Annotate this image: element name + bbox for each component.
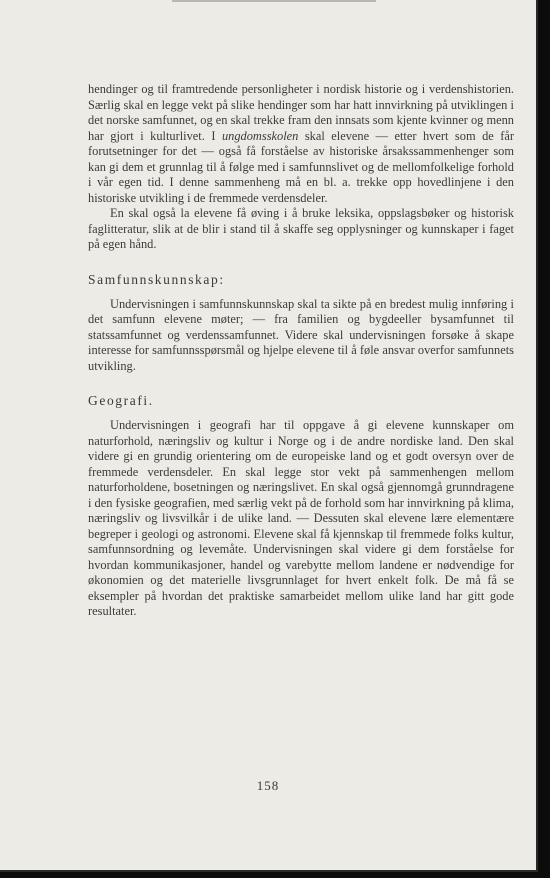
scan-edge-mark: [172, 0, 376, 2]
paragraph-reference-works: En skal også la elevene få øving i å bruke leksika, oppslagsbøker og historisk faglitteratur, slik at de blir i stand til å skaffe seg opplysninger og kunnskaper i faget på egen hånd.: [88, 206, 514, 251]
paragraph-text: skal elevene — etter hvert som de får forutsetninger for det — også få forståelse av historiske årsakssammenhenger som kan gi dem et grunnlag til å følge med i samfunnslivet og de mellomfolkelige forhold i vår egen tid. I denne sammenheng må en bl. a. trekke opp hovedlinjene i den historiske utvikling i de fremmede verdensdeler.: [88, 128, 514, 205]
body-text: [88, 82, 514, 620]
section-heading-geografi: Geografi.: [88, 393, 154, 408]
page-number: 158: [256, 778, 280, 793]
emphasized-term: ungdomsskolen: [221, 128, 299, 143]
paragraph-samfunnskunnskap: Undervisningen i samfunnskunnskap skal ta sikte på en bredest mulig innføring i det samfunn elevene møter; — fra familien og bygdeeller bysamfunnet til statssamfunnet og verdenssamfunnet. Videre skal undervisningen forsøke å skape interesse for samfunnsspørsmål og hjelpe elevene til å føle ansvar overfor samfunnets utvikling.: [88, 296, 514, 373]
paragraph-geografi: Undervisningen i geografi har til oppgave å gi elevene kunnskaper om naturforhold, næringsliv og kultur i Norge og i de andre nordiske land. Den skal videre gi en grundig orientering om de europeiske land og et godt oversyn over de fremmede verdensdeler. En skal legge stor vekt på sammenhengen mellom naturforholdene, bosetningen og næringslivet. En skal også gjennomgå grunndragene i den fysiske geografien, med særlig vekt på de forhold som har innvirkning på klima, næringsliv og livsvilkår i de ulike land. — Dessuten skal elevene lære elementære begreper i geologi og astronomi. Elevene skal få kjennskap til fremmede folks kultur, samfunnsordning og levemåte. Undervisningen skal videre gi dem forståelse for hvordan kommunikasjoner, handel og varebytte mellom landene er nødvendige for økonomien og det materielle livsgrunnlaget for hvert enkelt folk. De må få se eksempler på hvordan det praktiske samarbeidet mellom ulike land har gitt gode resultater.: [88, 418, 515, 618]
section-heading-samfunnskunnskap: Samfunnskunnskap:: [88, 271, 225, 287]
paragraph-history-continued: [88, 82, 514, 206]
paragraph-text: hendinger og til framtredende personligheter i nordisk historie og i verdenshistorien. Særlig skal en legge vekt på slike hendinger som har hatt innvirkning på utviklingen i det norske samfunnet, og en skal trekke fram den innsats som kjente kvinner og menn har gjort i kulturlivet. I: [88, 82, 514, 143]
